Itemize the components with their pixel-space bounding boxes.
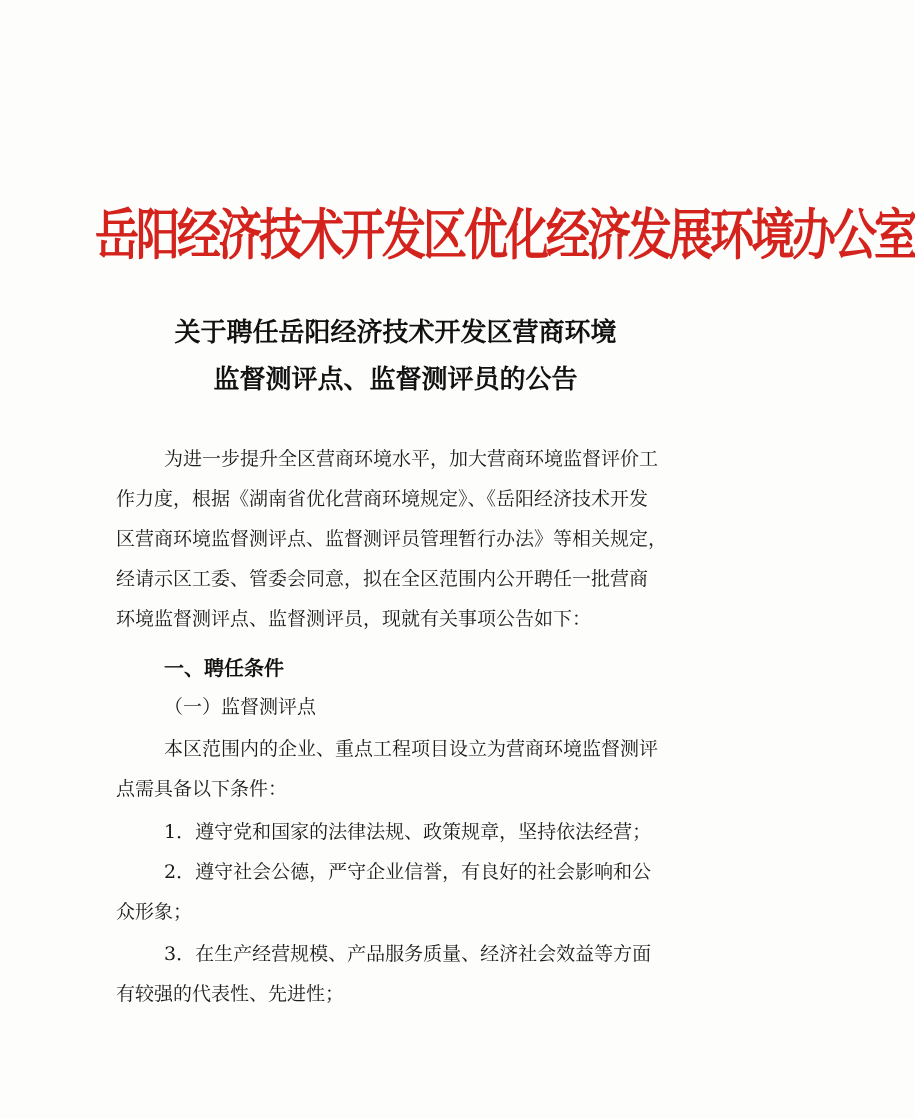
notice-title-line-2: 监督测评点、监督测评员的公告 [213,365,578,395]
condition-item-2-cont: 众形象； [116,901,193,923]
intro-line-1: 为进一步提升全区营商环境水平，加大营商环境监督评价工 [164,448,659,470]
condition-item-3: 3．在生产经营规模、产品服务质量、经济社会效益等方面 [164,943,652,965]
subsection-heading: （一）监督测评点 [164,696,317,718]
intro-line-2: 作力度，根据《湖南省优化营商环境规定》、《岳阳经济技术开发 [116,488,649,510]
intro-line-5: 环境监督测评点、监督测评员，现就有关事项公告如下： [116,608,592,630]
intro-line-3: 区营商环境监督测评点、监督测评员管理暂行办法》等相关规定， [116,528,668,550]
condition-item-3-cont: 有较强的代表性、先进性； [116,983,345,1005]
notice-title-line-1: 关于聘任岳阳经济技术开发区营商环境 [174,318,617,348]
org-red-header: 岳阳经济技术开发区优化经济发展环境办公室 [95,203,915,268]
subsection-line-2: 点需具备以下条件： [116,778,288,800]
intro-line-4: 经请示区工委、管委会同意，拟在全区范围内公开聘任一批营商 [116,568,649,590]
condition-item-1: 1．遵守党和国家的法律法规、政策规章，坚持依法经营； [164,821,652,843]
subsection-line-1: 本区范围内的企业、重点工程项目设立为营商环境监督测评 [164,738,659,760]
section-heading: 一、聘任条件 [164,656,284,680]
condition-item-2: 2．遵守社会公德，严守企业信誉，有良好的社会影响和公 [164,861,652,883]
